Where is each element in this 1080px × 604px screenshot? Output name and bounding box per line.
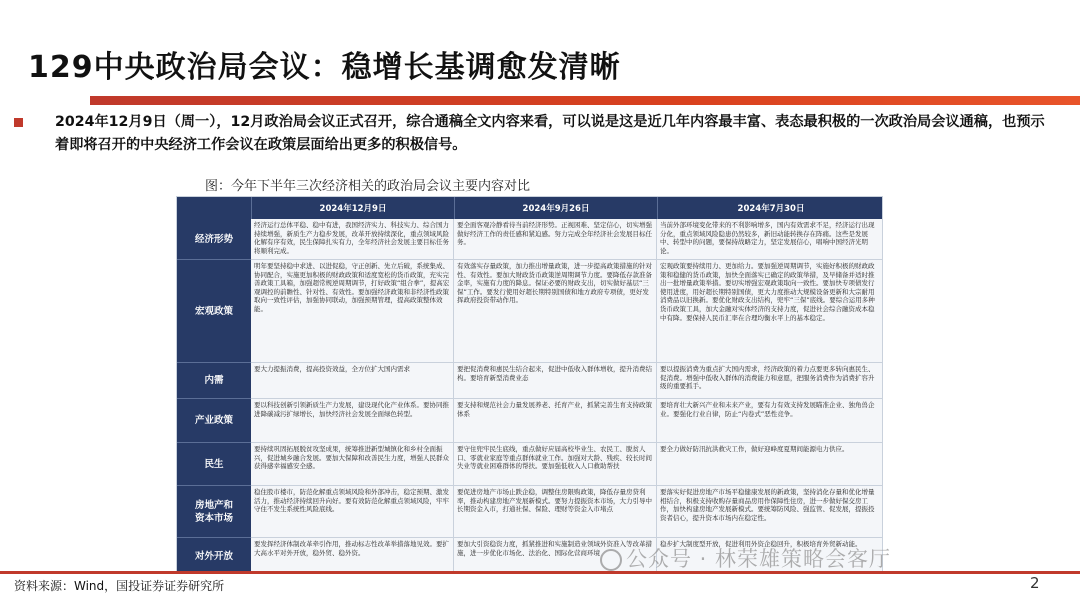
cell-text: 要大力提振消费，提高投资效益，全方位扩大国内需求	[254, 365, 410, 373]
title-underline	[90, 96, 1080, 105]
watermark-text: 公众号 · 林荣雄策略会客厅	[626, 547, 892, 571]
cell-text: 要持续巩固拓展脱贫攻坚成果，统筹推进新型城镇化和乡村全面振兴，促进城乡融合发展。要加大保障和改善民生力度，增强人民群众获得感幸福感安全感。	[254, 445, 449, 471]
table-cell	[454, 363, 657, 399]
table-cell	[251, 399, 454, 443]
page-title: 129中央政治局会议：稳增长基调愈发清晰	[28, 50, 621, 85]
table-cell	[657, 486, 883, 538]
table-cell	[657, 399, 883, 443]
table-cell	[251, 363, 454, 399]
table-cell	[251, 538, 454, 574]
cell-text: 要支持和规范社会力量发展养老、托育产业，抓紧完善生育支持政策体系	[457, 401, 652, 418]
bullet-icon	[14, 118, 23, 127]
cell-text: 稳住股市楼市，防范化解重点领域风险和外部冲击，稳定预期、激发活力，推动经济持续回升向好。要有效防范化解重点领域风险，牢牢守住不发生系统性风险底线。	[254, 488, 449, 514]
row-label: 房地产和资本市场	[177, 486, 251, 538]
cell-text: 经济运行总体平稳、稳中有进，我国经济实力、科技实力、综合国力持续增强，新质生产力稳步发展，改革开放持续深化，重点领域风险化解有序有效，民生保障扎实有力，全年经济社会发展主要目标任务将顺利完成。	[254, 221, 449, 255]
row-label: 对外开放	[177, 538, 251, 574]
comparison-table	[176, 196, 883, 574]
cell-text: 要全面客观冷静看待当前经济形势。正视困难、坚定信心，切实增强做好经济工作的责任感和紧迫感。努力完成全年经济社会发展目标任务。	[457, 221, 652, 247]
cell-text: 要以科技创新引领新质生产力发展，建设现代化产业体系。要协同推进降碳减污扩绿增长，加快经济社会发展全面绿色转型。	[254, 401, 449, 418]
table-cell	[454, 399, 657, 443]
table-cell	[657, 260, 883, 363]
table-cell	[251, 486, 454, 538]
row-label: 经济形势	[177, 219, 251, 260]
cell-text: 宏观政策要持续用力、更加给力。要加强逆周期调节，实施好积极的财政政策和稳健的货币政策，加快全面落实已确定的政策举措，及早储备并适时推出一批增量政策举措。要切实增强宏观政策取向一致性。要加快专项债发行使用进度，用好超长期特别国债，更大力度推动大规模设备更新和大宗耐用消费品以旧换新。要优化财政支出结构，兜牢“三保”底线。要综合运用多种货币政策工具，加大金融对实体经济的支持力度，促进社会综合融资成本稳中有降。要保持人民币汇率在合理均衡水平上的基本稳定。	[660, 262, 875, 322]
cell-text: 要守住兜牢民生底线，重点做好应届高校毕业生、农民工、脱贫人口、零就业家庭等重点群体就业工作。加强对大龄、残疾、较长时间失业等就业困难群体的帮扶。要加强低收入人口救助帮扶	[457, 445, 652, 471]
column-header: 2024年12月9日	[251, 197, 454, 219]
watermark	[600, 543, 891, 573]
footer-divider	[0, 571, 1080, 574]
cell-text: 要把促消费和惠民生结合起来，促进中低收入群体增收，提升消费结构。要培育新型消费业态	[457, 365, 652, 382]
source-note: 资料来源：Wind，国投证券证券研究所	[14, 579, 225, 593]
table-corner-header	[177, 197, 251, 219]
cell-text: 要全力做好防汛抗洪救灾工作，做好迎峰度夏期间能源电力供应。	[660, 445, 849, 453]
cell-text: 要发挥经济体制改革牵引作用，推动标志性改革举措落地见效。要扩大高水平对外开放，稳外贸、稳外资。	[254, 540, 449, 557]
row-label: 民生	[177, 443, 251, 486]
cell-text: 有效落实存量政策，加力推出增量政策，进一步提高政策措施的针对性、有效性。要加大财政货币政策逆周期调节力度。要降低存款准备金率，实施有力度的降息。保证必要的财政支出，切实做好基层“三保”工作。要发行使用好超长期特别国债和地方政府专项债，更好发挥政府投资带动作用。	[457, 262, 652, 305]
cell-text: 明年要坚持稳中求进、以进促稳，守正创新、先立后破，系统集成、协同配合，实施更加积极的财政政策和适度宽松的货币政策，充实完善政策工具箱，加强超常规逆周期调节，打好政策“组合拳”，提高宏观调控的前瞻性、针对性、有效性。要加强经济政策和非经济性政策取向一致性评估，加强协同联动，加强预期管理，提高政策整体效能。	[254, 262, 450, 313]
cell-text: 当前外部环境变化带来的不利影响增多，国内有效需求不足，经济运行出现分化，重点领域风险隐患仍然较多，新旧动能转换存在阵痛。这些是发展中、转型中的问题，要保持战略定力，坚定发展信心，唱响中国经济光明论。	[660, 221, 875, 255]
table-cell	[251, 260, 454, 363]
table-cell	[454, 260, 657, 363]
cell-text: 要以提振消费为重点扩大国内需求，经济政策的着力点要更多转向惠民生、促消费。增强中低收入群体的消费能力和意愿，把服务消费作为消费扩容升级的重要抓手。	[660, 365, 875, 391]
row-label: 产业政策	[177, 399, 251, 443]
row-label: 宏观政策	[177, 260, 251, 363]
table-cell	[251, 219, 454, 260]
column-header: 2024年7月30日	[657, 197, 883, 219]
lead-paragraph: 2024年12月9日（周一），12月政治局会议正式召开，综合通稿全文内容来看，可以说是这是近几年内容最丰富、表态最积极的一次政治局会议通稿，也预示着即将召开的中央经济工作会议在政策层面给出更多的积极信号。	[55, 114, 1045, 153]
cell-text: 要落实好促进房地产市场平稳健康发展的新政策，坚持消化存量和优化增量相结合，积极支持收购存量商品房用作保障性住房，进一步做好保交房工作，加快构建房地产发展新模式。要统筹防风险、强监管、促发展，提振投资者信心，提升资本市场内在稳定性。	[660, 488, 875, 522]
table-cell	[657, 219, 883, 260]
page-number: 2	[1030, 574, 1040, 592]
table-cell	[454, 219, 657, 260]
table-cell	[657, 363, 883, 399]
cell-text: 要培育壮大新兴产业和未来产业，要有力有效支持发展瞄准企业、独角兽企业。要强化行业自律，防止“内卷式”恶性竞争。	[660, 401, 875, 418]
figure-title: 图：今年下半年三次经济相关的政治局会议主要内容对比	[205, 179, 531, 194]
cell-text: 稳步扩大制度型开放，促进利用外资企稳回升，积极培育外贸新动能。	[660, 540, 862, 548]
table-cell	[454, 486, 657, 538]
wechat-icon	[600, 549, 622, 571]
table-cell	[454, 443, 657, 486]
row-label: 内需	[177, 363, 251, 399]
table-cell	[657, 443, 883, 486]
cell-text: 要促进房地产市场止跌企稳，调整住房限购政策，降低存量房贷利率，推动构建房地产发展新模式。要努力提振资本市场，大力引导中长期资金入市，打通社保、保险、理财等资金入市堵点	[457, 488, 652, 514]
table-cell	[251, 443, 454, 486]
cell-text: 要加大引资稳资力度，抓紧推进和实施制造业领域外资准入等改革措施，进一步优化市场化、法治化、国际化营商环境	[457, 540, 652, 557]
column-header: 2024年9月26日	[454, 197, 657, 219]
